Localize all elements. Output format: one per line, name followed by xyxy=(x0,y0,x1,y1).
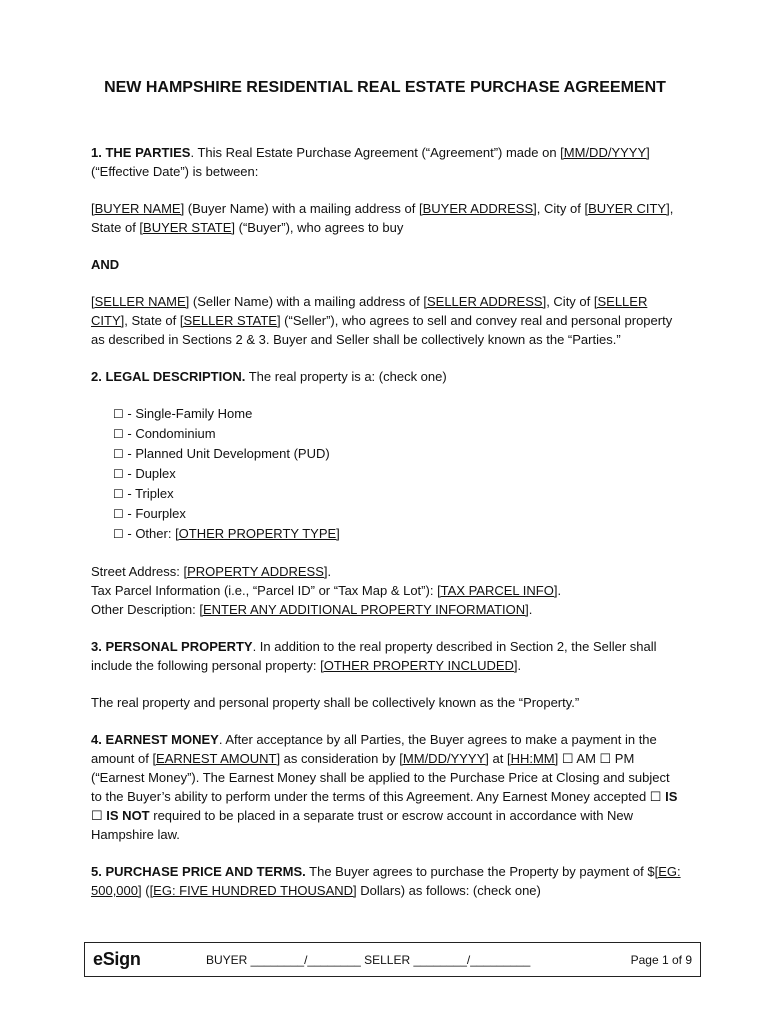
property-address-block: Street Address: [PROPERTY ADDRESS]. Tax Parcel Information (i.e., “Parcel ID” or “Tax Map & Lot”): [TAX PARCEL INFO]. Other Description: [ENTER ANY ADDITIONAL PROPERTY INFORMATION]. xyxy=(91,564,562,617)
initials-line[interactable]: BUYER ________/________ SELLER ________/_________ xyxy=(206,953,531,967)
collective-property-text: The real property and personal property shall be collectively known as the “Property.” xyxy=(91,695,580,710)
buyer-paragraph: [BUYER NAME] (Buyer Name) with a mailing address of [BUYER ADDRESS], City of [BUYER CITY], State of [BUYER STATE] (“Buyer”), who agrees to buy xyxy=(91,201,674,235)
purchase-price-field[interactable]: [EG: 500,000] xyxy=(91,864,681,898)
property-type-list xyxy=(113,404,681,544)
section-heading: 5. PURCHASE PRICE AND TERMS. xyxy=(91,864,306,879)
buyer-name-field[interactable]: [BUYER NAME] xyxy=(91,201,185,216)
document-body xyxy=(91,143,681,900)
list-item: ☐ - Condominium xyxy=(113,426,216,441)
property-address-field[interactable]: [PROPERTY ADDRESS] xyxy=(183,564,328,579)
list-item: ☐ - Fourplex xyxy=(113,506,186,521)
buyer-state-field[interactable]: [BUYER STATE] xyxy=(139,220,236,235)
list-item: ☐ - Duplex xyxy=(113,466,176,481)
seller-city-field[interactable]: [SELLER CITY] xyxy=(91,294,648,328)
seller-state-field[interactable]: [SELLER STATE] xyxy=(179,313,281,328)
earnest-amount-field[interactable]: [EARNEST AMOUNT] xyxy=(152,751,281,766)
tax-parcel-field[interactable]: [TAX PARCEL INFO] xyxy=(437,583,558,598)
list-item: ☐ - Planned Unit Development (PUD) xyxy=(113,446,330,461)
and-label: AND xyxy=(91,257,120,272)
additional-info-field[interactable]: [ENTER ANY ADDITIONAL PROPERTY INFORMATION] xyxy=(199,602,529,617)
section-legal-description: 2. LEGAL DESCRIPTION. The real property is a: (check one) xyxy=(91,369,447,384)
seller-name-field[interactable]: [SELLER NAME] xyxy=(91,294,190,309)
list-item: ☐ - Other: [OTHER PROPERTY TYPE] xyxy=(113,526,340,541)
section-purchase-price: 5. PURCHASE PRICE AND TERMS. The Buyer agrees to purchase the Property by payment of $[EG: 500,000] ([EG: FIVE HUNDRED THOUSAND] Dollars) as follows: (check one) xyxy=(91,864,681,898)
section-personal-property: 3. PERSONAL PROPERTY. In addition to the real property described in Section 2, the Seller shall include the following personal property: [OTHER PROPERTY INCLUDED]. xyxy=(91,639,657,673)
other-property-type-field[interactable]: [OTHER PROPERTY TYPE] xyxy=(175,526,340,541)
section-heading: 3. PERSONAL PROPERTY xyxy=(91,639,253,654)
document-title: NEW HAMPSHIRE RESIDENTIAL REAL ESTATE PURCHASE AGREEMENT xyxy=(104,79,666,96)
earnest-date-field[interactable]: [MM/DD/YYYY] xyxy=(399,751,489,766)
checkbox-icon[interactable]: ☐ xyxy=(113,487,124,501)
purchase-price-words-field[interactable]: [EG: FIVE HUNDRED THOUSAND] xyxy=(149,883,357,898)
checkbox-icon[interactable]: ☐ xyxy=(113,447,124,461)
section-parties: 1. THE PARTIES. This Real Estate Purchase Agreement (“Agreement”) made on [MM/DD/YYYY] (“Effective Date”) is between: xyxy=(91,145,650,179)
checkbox-icon[interactable]: ☐ xyxy=(113,527,124,541)
page-number: Page 1 of 9 xyxy=(630,953,692,967)
section-heading: 1. THE PARTIES xyxy=(91,145,191,160)
checkbox-icon[interactable]: ☐ xyxy=(113,467,124,481)
seller-paragraph: [SELLER NAME] (Seller Name) with a mailing address of [SELLER ADDRESS], City of [SELLER CITY], State of [SELLER STATE] (“Seller”), who agrees to sell and convey real and personal property as described in Sections 2 & 3. Buyer and Seller shall be collectively known as the “Parties.” xyxy=(91,294,673,347)
esign-logo: eSign xyxy=(93,949,141,969)
buyer-address-field[interactable]: [BUYER ADDRESS] xyxy=(419,201,537,216)
page-footer xyxy=(84,942,701,977)
earnest-time-field[interactable]: [HH:MM] xyxy=(506,751,559,766)
buyer-city-field[interactable]: [BUYER CITY] xyxy=(584,201,670,216)
section-heading: 4. EARNEST MONEY xyxy=(91,732,219,747)
list-item: ☐ - Triplex xyxy=(113,486,174,501)
seller-address-field[interactable]: [SELLER ADDRESS] xyxy=(423,294,547,309)
checkbox-icon[interactable]: ☐ xyxy=(113,427,124,441)
list-item: ☐ - Single-Family Home xyxy=(113,406,253,421)
section-heading: 2. LEGAL DESCRIPTION. xyxy=(91,369,246,384)
personal-property-field[interactable]: [OTHER PROPERTY INCLUDED] xyxy=(320,658,518,673)
section-earnest-money: 4. EARNEST MONEY. After acceptance by all Parties, the Buyer agrees to make a payment in the amount of [EARNEST AMOUNT] as consideration by [MM/DD/YYYY] at [HH:MM] ☐ AM ☐ PM (“Earnest Money”). The Earnest Money shall be applied to the Purchase Price at Closing and subject to the Buyer’s ability to perform under the terms of this Agreement. Any Earnest Money accepted ☐ IS ☐ IS NOT required to be placed in a separate trust or escrow account in accordance with New Hampshire law. xyxy=(91,732,678,842)
effective-date-field[interactable]: [MM/DD/YYYY] xyxy=(560,145,650,160)
checkbox-icon[interactable]: ☐ xyxy=(113,407,124,421)
checkbox-icon[interactable]: ☐ xyxy=(113,507,124,521)
